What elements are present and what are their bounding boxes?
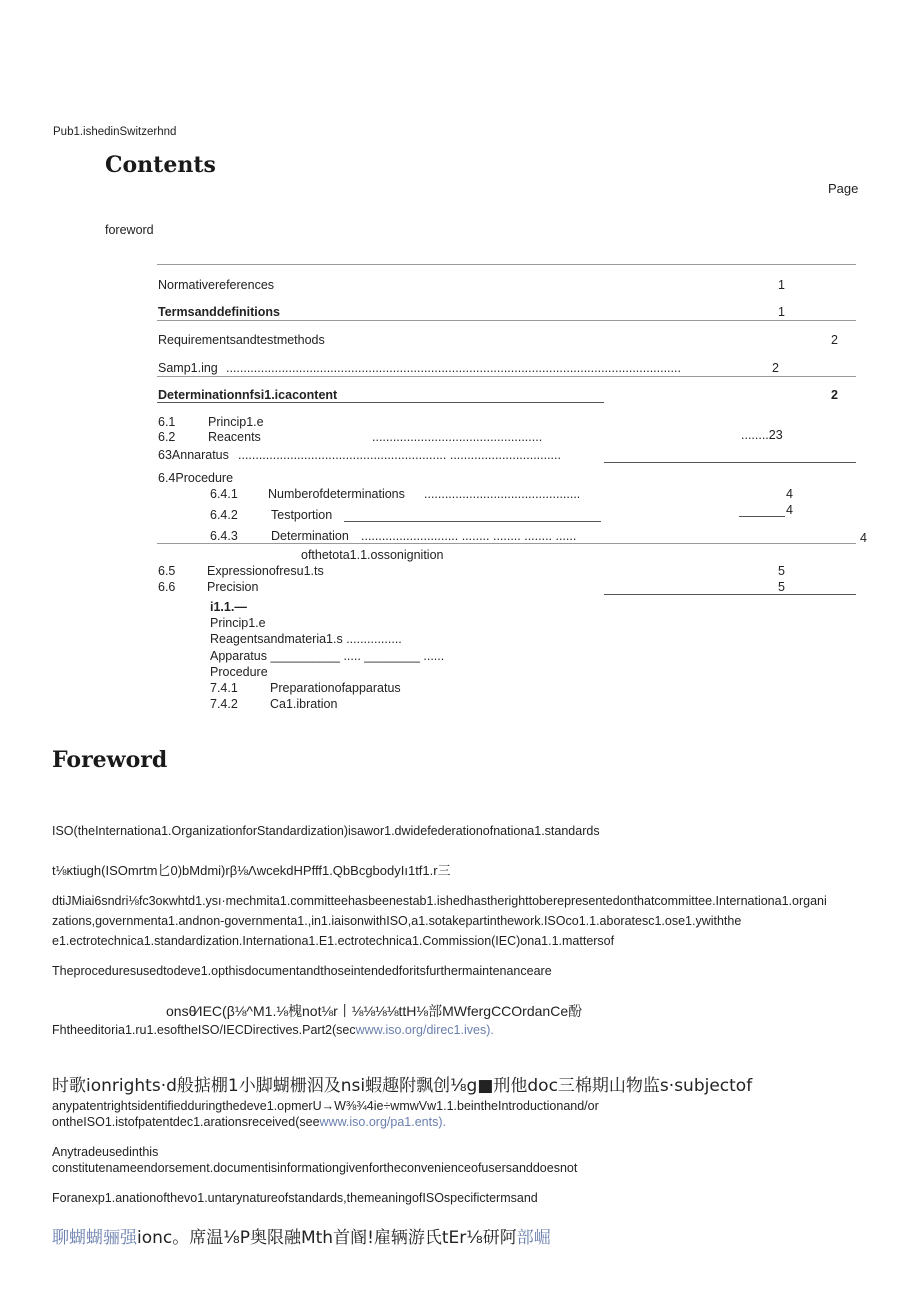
toc-sub-page: ........23 [741, 428, 783, 442]
toc-entry-page: 2 [772, 361, 779, 375]
foreword-paragraph-line: anypatentrightsidentifiedduringthedeve1.opmerU→W⅜¾4ie÷wmwVw1.1.beintheIntroductionand/or [52, 1099, 599, 1113]
published-note: Pub1.ishedinSwitzerhnd [53, 126, 177, 138]
directives-link[interactable]: www.iso.org/direc1.ives). [355, 1023, 494, 1037]
foreword-paragraph-line [52, 1115, 446, 1130]
foreword-paragraph-line: Anytradeusedinthis [52, 1145, 159, 1159]
toc-rule [157, 402, 604, 403]
foreword-text: Fhtheeditoria1.ru1.esoftheISO/IECDirectives.Part2(sec [52, 1023, 356, 1037]
toc-rule [157, 320, 856, 321]
toc-sub-label[interactable]: Apparatus __________ ..... ________ ...... [210, 649, 445, 663]
toc-sub-label[interactable]: Princip1.e [208, 415, 264, 429]
page-column-label: Page [828, 181, 859, 196]
toc-sub-label[interactable]: 6.4Procedure [158, 471, 234, 485]
toc-sub-number: 6.5 [158, 564, 176, 578]
toc-sub-label[interactable]: Reacents [208, 430, 261, 444]
toc-sub-label[interactable]: Ca1.ibration [270, 697, 338, 711]
toc-sub-label[interactable]: Procedure [210, 665, 268, 679]
toc-leader-dots: ................................................................................................................................... [226, 361, 681, 375]
foreword-text: ontheISO1.istofpatentdec1.arationsreceived(see [52, 1115, 320, 1129]
toc-sub-number: 6.1 [158, 415, 176, 429]
toc-sub-number: 6.4.3 [210, 529, 238, 543]
toc-rule [604, 594, 856, 595]
toc-sub-page: 5 [778, 564, 785, 578]
foreword-paragraph: Theproceduresusedtodeve1.opthisdocumentandthoseintendedforitsfurthermaintenanceare [52, 964, 552, 978]
toc-sub-page: 4 [786, 503, 793, 517]
toc-sub-label[interactable]: Determination [271, 529, 349, 543]
toc-entry-label: Termsanddefinitions [158, 305, 281, 319]
foreword-garbled-line [52, 1228, 551, 1248]
toc-sub-number: 7.4.2 [210, 697, 238, 711]
toc-sub-label[interactable]: Princip1.e [210, 616, 266, 630]
foreword-garbled-line: onsθ⁄IEC(β⅛^M1.⅛槐not⅛r丨⅛⅛⅛⅛ttH⅛部MWfergCCOrdanCe酚 [166, 1003, 583, 1019]
toc-entry-page: 2 [831, 388, 838, 402]
toc-sub-number: 6.2 [158, 430, 176, 444]
contents-heading: Contents [105, 152, 216, 178]
garbled-link[interactable]: 聊蝴蝴骊强 [52, 1228, 137, 1248]
foreword-paragraph-line: dtiJMiai6sndri⅛fc3oκwhtd1.ysı·mechmita1.committeehasbeenestab1.ishedhastherighttoberepresentedonthatcommittee.Internationa1.organi [52, 894, 827, 908]
toc-underline [739, 516, 785, 517]
foreword-paragraph: Foranexp1.anationofthevo1.untarynatureofstandards,themeaningofISOspecifictermsand [52, 1191, 538, 1205]
toc-sub-label[interactable]: Reagentsandmateria1.s ................ [210, 632, 402, 646]
garbled-link[interactable]: 部崛 [516, 1228, 551, 1248]
foreword-paragraph-line: constitutenameendorsement.documentisinformationgivenfortheconvenienceofusersanddoesnot [52, 1161, 578, 1175]
toc-leader-dots: ............................................. [424, 487, 581, 501]
toc-entry-page: 1 [778, 278, 785, 292]
foreword-paragraph-line: zations,governmenta1.andnon-governmenta1.,in1.iaisonwithISO,a1.sotakepartinthework.ISOco1.1.aboratesc1.ose1.ywiththe [52, 914, 742, 928]
toc-sub-label[interactable]: Precision [207, 580, 259, 594]
patents-link[interactable]: www.iso.org/pa1.ents). [319, 1115, 446, 1129]
toc-section-7-head[interactable]: i1.1.— [210, 600, 247, 614]
toc-sub-label[interactable]: Expressionofresu1.ts [207, 564, 324, 578]
toc-sub-number: 6.6 [158, 580, 176, 594]
toc-entry-page: 1 [778, 305, 785, 319]
toc-leader-dots: ................................................. [372, 430, 543, 444]
toc-sub-label[interactable]: Numberofdeterminations [268, 487, 405, 501]
toc-entry-label: Determinationnfsi1.icacontent [158, 388, 338, 402]
toc-sub-continuation: ofthetota1.1.ossonignition [301, 548, 444, 562]
toc-sub-page: 5 [778, 580, 785, 594]
toc-entry-page: 2 [831, 333, 838, 347]
toc-entry-label: Requirementsandtestmethods [158, 333, 325, 347]
foreword-garbled-line: 时歌ionrights·d般掂棚1小脚蝴栅泅及nsi蝦趣附飘创⅛g■刑他doc三棉期山物监s·subjectof [52, 1076, 753, 1096]
toc-sub-label[interactable]: 63Annaratus [158, 448, 229, 462]
toc-underline [344, 521, 601, 522]
toc-rule [157, 376, 856, 377]
toc-sub-page: 4 [860, 531, 867, 545]
toc-sub-page: 4 [786, 487, 793, 501]
foreword-paragraph-line [52, 1023, 494, 1038]
toc-sub-label[interactable]: Testportion [271, 508, 333, 522]
toc-sub-number: 6.4.2 [210, 508, 238, 522]
foreword-paragraph: ISO(theInternationa1.OrganizationforStandardization)isawor1.dwidefederationofnationa1.standards [52, 824, 600, 838]
toc-entry-label: Samp1.ing [158, 361, 218, 375]
toc-rule [157, 543, 856, 544]
toc-rule [604, 462, 856, 463]
toc-foreword-link[interactable]: foreword [105, 223, 154, 237]
toc-entry-label: Normativereferences [158, 278, 275, 292]
toc-sub-label[interactable]: Preparationofapparatus [270, 681, 401, 695]
toc-sub-number: 7.4.1 [210, 681, 238, 695]
toc-sub-number: 6.4.1 [210, 487, 238, 501]
toc-leader-dots: ............................................................ ................................ [238, 448, 561, 462]
toc-rule [157, 264, 856, 265]
foreword-text: ionc。席温⅛P奥限融Mth首阍!雇辆游氏tEr⅛研阿 [137, 1228, 517, 1248]
foreword-heading: Foreword [52, 747, 168, 773]
foreword-garbled-line: t⅛κtiugh(ISOmrtm匕0)bMdmi)rβ⅛ΛwcekdHPfff1.QbBcgbodyIı1tf1.r三 [52, 863, 451, 878]
toc-leader-dots: ............................ ........ ........ ........ ...... [361, 529, 577, 543]
foreword-paragraph-line: e1.ectrotechnica1.standardization.Internationa1.E1.ectrotechnica1.Commission(IEC)ona1.1.mattersof [52, 934, 615, 948]
